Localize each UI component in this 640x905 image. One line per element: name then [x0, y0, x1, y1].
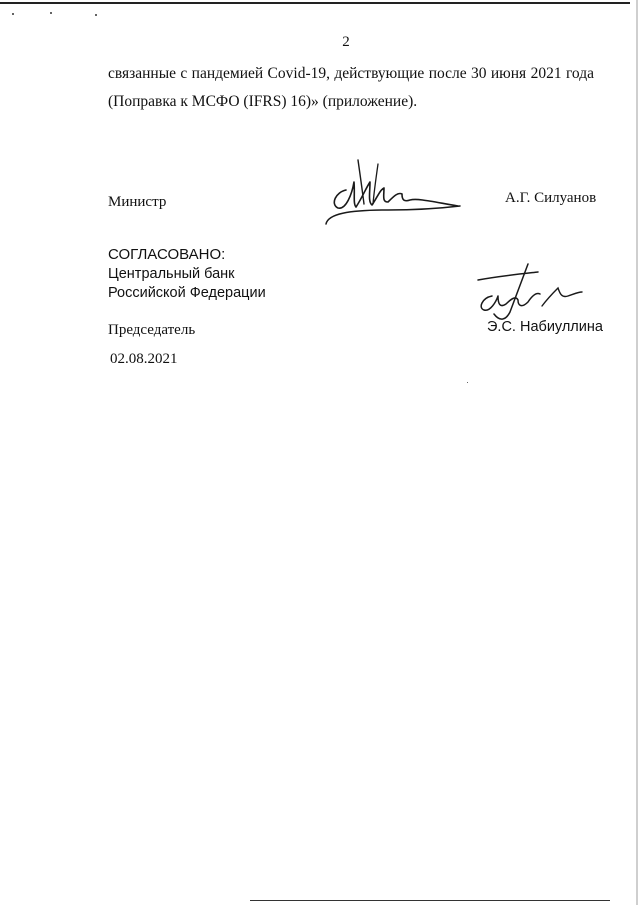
minister-signature: [318, 152, 468, 232]
scan-speck: [467, 382, 468, 383]
chair-name: Э.С. Набиуллина: [487, 319, 603, 335]
chair-title: Председатель: [108, 322, 196, 338]
signing-date: 02.08.2021: [110, 351, 178, 367]
scan-speck: [95, 14, 97, 16]
page-number: 2: [342, 34, 350, 50]
scan-top-border: [0, 2, 630, 4]
bank-name-line-2: Российской Федерации: [108, 285, 266, 301]
scan-speck: [50, 12, 52, 14]
chair-signature: [470, 262, 585, 324]
body-text-line-2: (Поправка к МСФО (IFRS) 16)» (приложение).: [108, 93, 418, 110]
bank-name-line-1: Центральный банк: [108, 266, 235, 282]
minister-title: Министр: [108, 194, 167, 210]
agreed-label: СОГЛАСОВАНО:: [108, 246, 226, 263]
minister-name: А.Г. Силуанов: [505, 190, 597, 206]
scan-bottom-border: [250, 900, 610, 901]
scan-right-edge: [636, 0, 638, 905]
body-text-line-1: связанные с пандемией Covid-19, действующие после 30 июня 2021 года: [108, 65, 594, 82]
scan-speck: [12, 13, 14, 15]
